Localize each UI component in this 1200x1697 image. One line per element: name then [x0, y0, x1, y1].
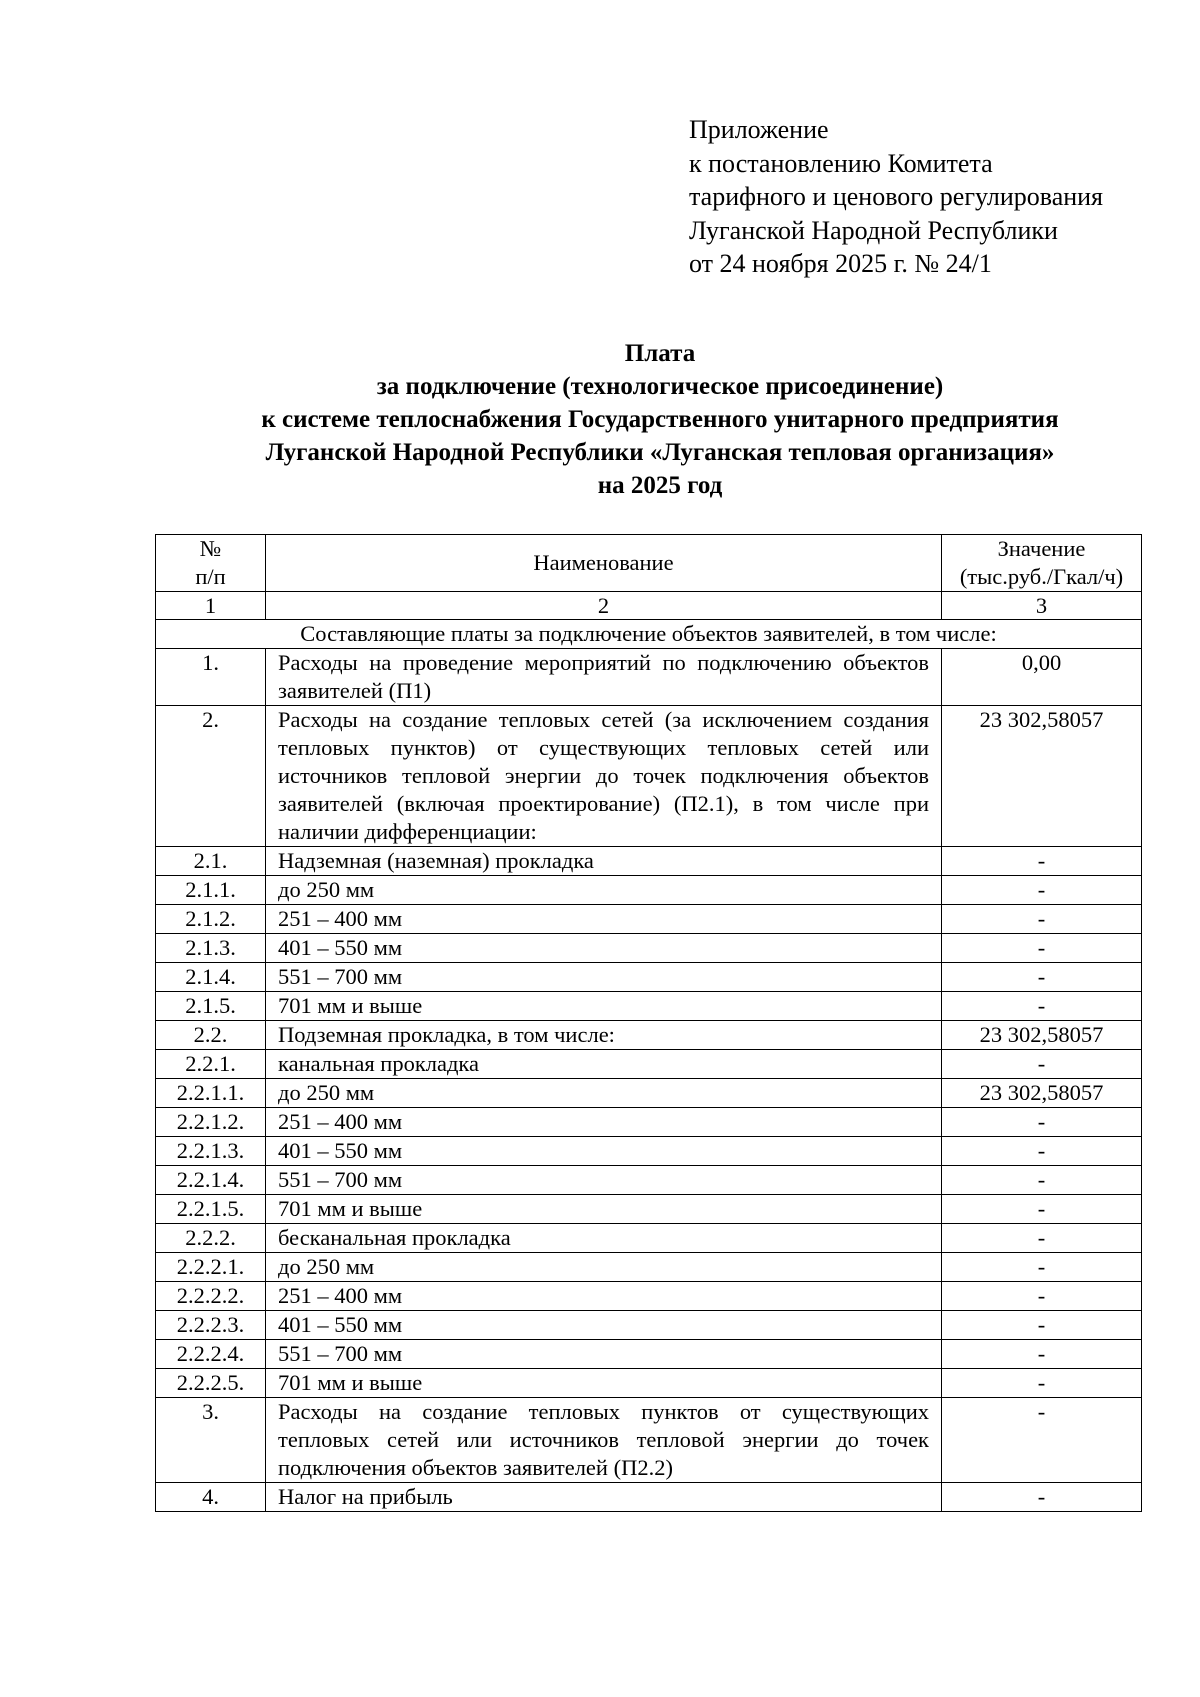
row-number-cell: 2.1.4. [156, 963, 266, 992]
row-name-cell: Расходы на проведение мероприятий по подключению объектов заявителей (П1) [266, 649, 942, 706]
row-name-cell: 401 – 550 мм [266, 934, 942, 963]
row-number-cell: 2.2.1.2. [156, 1108, 266, 1137]
table-row [156, 1166, 1142, 1195]
title-line: Плата [624, 340, 696, 367]
row-number-cell: 2.2.1. [156, 1050, 266, 1079]
table-row [156, 1195, 1142, 1224]
row-name-cell: Расходы на создание тепловых пунктов от существующих тепловых сетей или источников тепловой энергии до точек подключения объектов заявителей (П2.2) [266, 1398, 942, 1483]
title-line: за подключение (технологическое присоединение) [376, 373, 944, 400]
header-value-cell [942, 535, 1142, 592]
header-value-line1: Значение [997, 536, 1086, 561]
row-name-cell: Налог на прибыль [266, 1483, 942, 1512]
table-row [156, 1282, 1142, 1311]
row-number-cell: 2.1.3. [156, 934, 266, 963]
row-number-cell: 2.1.2. [156, 905, 266, 934]
row-value-cell: 0,00 [942, 649, 1142, 706]
row-value-cell: - [942, 1108, 1142, 1137]
table-row [156, 1369, 1142, 1398]
row-value-cell: - [942, 1253, 1142, 1282]
column-number: 3 [942, 592, 1142, 620]
row-number-cell: 2.2.2.4. [156, 1340, 266, 1369]
row-name-cell: 701 мм и выше [266, 1195, 942, 1224]
row-number-cell: 2. [156, 706, 266, 847]
row-name-cell: 251 – 400 мм [266, 905, 942, 934]
row-value-cell: - [942, 1282, 1142, 1311]
appendix-line: Приложение [689, 115, 829, 144]
row-number-cell: 2.1.5. [156, 992, 266, 1021]
row-name-cell: Надземная (наземная) прокладка [266, 847, 942, 876]
table-row [156, 934, 1142, 963]
table-row [156, 905, 1142, 934]
title-line: Луганской Народной Республики «Луганская тепловая организация» [265, 439, 1055, 466]
table-row [156, 1137, 1142, 1166]
row-number-cell: 2.2.1.4. [156, 1166, 266, 1195]
table-row [156, 1224, 1142, 1253]
row-name-cell: Расходы на создание тепловых сетей (за исключением создания тепловых пунктов) от существующих тепловых сетей или источников тепловой энергии до точек подключения объектов заявителей (включая проектирование) (П2.1), в том числе при наличии дифференциации: [266, 706, 942, 847]
row-name-cell: 551 – 700 мм [266, 1340, 942, 1369]
row-value-cell: - [942, 1483, 1142, 1512]
row-value-cell: - [942, 1398, 1142, 1483]
header-num-line1: № [199, 536, 222, 561]
row-value-cell: - [942, 1166, 1142, 1195]
row-value-cell: - [942, 1224, 1142, 1253]
row-value-cell: - [942, 876, 1142, 905]
row-name-cell: Подземная прокладка, в том числе: [266, 1021, 942, 1050]
row-name-cell: до 250 мм [266, 1079, 942, 1108]
row-number-cell: 3. [156, 1398, 266, 1483]
header-value-line2: (тыс.руб./Гкал/ч) [959, 564, 1124, 589]
table-row [156, 1108, 1142, 1137]
row-name-cell: 551 – 700 мм [266, 1166, 942, 1195]
title-line: к системе теплоснабжения Государственного унитарного предприятия [261, 406, 1059, 433]
row-number-cell: 2.1.1. [156, 876, 266, 905]
column-number: 1 [156, 592, 266, 620]
row-value-cell: 23 302,58057 [942, 1079, 1142, 1108]
row-name-cell: 701 мм и выше [266, 992, 942, 1021]
row-value-cell: - [942, 1340, 1142, 1369]
row-value-cell: - [942, 1050, 1142, 1079]
row-number-cell: 2.2.1.1. [156, 1079, 266, 1108]
header-num-line2: п/п [195, 564, 226, 589]
row-number-cell: 2.2.2. [156, 1224, 266, 1253]
table-row [156, 963, 1142, 992]
fee-table [155, 534, 1142, 1512]
row-number-cell: 2.2.2.2. [156, 1282, 266, 1311]
header-name-cell: Наименование [266, 535, 942, 592]
table-row [156, 847, 1142, 876]
row-number-cell: 2.2.1.5. [156, 1195, 266, 1224]
table-row [156, 876, 1142, 905]
row-number-cell: 2.2.2.5. [156, 1369, 266, 1398]
row-name-cell: 251 – 400 мм [266, 1282, 942, 1311]
table-row [156, 1340, 1142, 1369]
row-value-cell: 23 302,58057 [942, 706, 1142, 847]
row-name-cell: канальная прокладка [266, 1050, 942, 1079]
row-number-cell: 4. [156, 1483, 266, 1512]
table-row [156, 1021, 1142, 1050]
document-title [0, 337, 1200, 502]
row-value-cell: - [942, 934, 1142, 963]
table-row [156, 1483, 1142, 1512]
row-value-cell: - [942, 1311, 1142, 1340]
table-row [156, 1398, 1142, 1483]
table-row [156, 706, 1142, 847]
appendix-line: от 24 ноября 2025 г. № 24/1 [689, 249, 992, 278]
row-name-cell: 551 – 700 мм [266, 963, 942, 992]
row-name-cell: до 250 мм [266, 1253, 942, 1282]
row-value-cell: - [942, 963, 1142, 992]
table-row [156, 1253, 1142, 1282]
row-name-cell: 701 мм и выше [266, 1369, 942, 1398]
row-name-cell: до 250 мм [266, 876, 942, 905]
row-value-cell: - [942, 1369, 1142, 1398]
table-row [156, 1050, 1142, 1079]
row-name-cell: 251 – 400 мм [266, 1108, 942, 1137]
column-number: 2 [266, 592, 942, 620]
table-row [156, 649, 1142, 706]
row-name-cell: бесканальная прокладка [266, 1224, 942, 1253]
section-row [156, 620, 1142, 649]
table-row [156, 992, 1142, 1021]
title-line: на 2025 год [597, 472, 723, 499]
row-name-cell: 401 – 550 мм [266, 1137, 942, 1166]
row-number-cell: 2.1. [156, 847, 266, 876]
appendix-line: Луганской Народной Республики [689, 215, 1058, 245]
table-row [156, 1079, 1142, 1108]
row-number-cell: 1. [156, 649, 266, 706]
table-header-row [156, 535, 1142, 592]
row-number-cell: 2.2.2.1. [156, 1253, 266, 1282]
row-value-cell: 23 302,58057 [942, 1021, 1142, 1050]
row-name-cell: 401 – 550 мм [266, 1311, 942, 1340]
header-num-cell [156, 535, 266, 592]
row-number-cell: 2.2.2.3. [156, 1311, 266, 1340]
column-numbers-row [156, 592, 1142, 620]
row-value-cell: - [942, 992, 1142, 1021]
row-number-cell: 2.2.1.3. [156, 1137, 266, 1166]
appendix-block [689, 113, 1103, 281]
row-value-cell: - [942, 1195, 1142, 1224]
row-value-cell: - [942, 1137, 1142, 1166]
row-value-cell: - [942, 905, 1142, 934]
section-row-cell: Составляющие платы за подключение объектов заявителей, в том числе: [156, 620, 1142, 649]
row-number-cell: 2.2. [156, 1021, 266, 1050]
row-value-cell: - [942, 847, 1142, 876]
table-row [156, 1311, 1142, 1340]
appendix-line: к постановлению Комитета [689, 148, 993, 178]
appendix-line: тарифного и ценового регулирования [689, 182, 1104, 211]
